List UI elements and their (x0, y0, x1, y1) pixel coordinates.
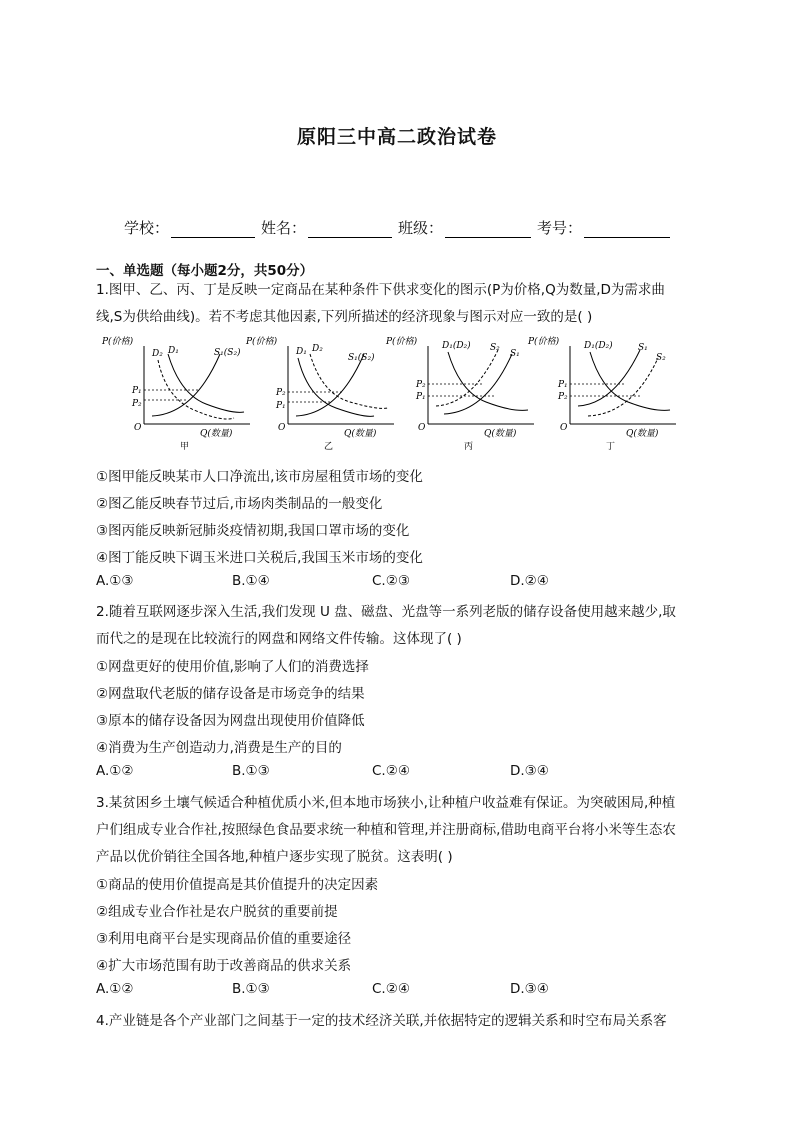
q2-statement-3: ③原本的储存设备因为网盘出现使用价值降低 (96, 713, 365, 729)
q2-option-c[interactable]: C.②④ (372, 763, 410, 779)
student-info-row (124, 217, 676, 238)
graph-jia-p-bottom: P₂ (132, 399, 142, 409)
q1-statement-3: ③图丙能反映新冠肺炎疫情初期,我国口罩市场的变化 (96, 523, 410, 539)
graph-ding-x-label: Q(数量) (626, 429, 659, 439)
graph-jia-y-label: P(价格) (102, 337, 134, 347)
graph-jia-d1-label: D₁ (168, 346, 179, 356)
graph-ding-s1-label: S₁ (638, 343, 648, 353)
graph-jia (101, 336, 250, 452)
name-label: 姓名： (261, 219, 307, 237)
number-label: 考号： (537, 219, 583, 237)
graph-ding-d-label: D₁(D₂) (584, 341, 613, 351)
graph-ding-y-label: P(价格) (528, 337, 560, 347)
graph-bing-origin: O (418, 423, 426, 433)
q2-option-d[interactable]: D.③④ (510, 763, 549, 779)
graph-bing-caption: 丙 (464, 442, 474, 452)
graph-bing-y-label: P(价格) (386, 337, 418, 347)
q4-stem-line1: 4.产业链是各个产业部门之间基于一定的技术经济关联,并依据特定的逻辑关系和时空布局关系客 (96, 1013, 667, 1029)
school-label: 学校： (124, 219, 170, 237)
q2-option-b[interactable]: B.①③ (232, 763, 270, 779)
q2-statement-1: ①网盘更好的使用价值,影响了人们的消费选择 (96, 659, 369, 675)
graph-jia-s-label: S₁(S₂) (214, 348, 241, 358)
q1-option-c[interactable]: C.②③ (372, 573, 410, 589)
q3-option-c[interactable]: C.②④ (372, 981, 410, 997)
graph-yi-s-curve (296, 354, 364, 416)
name-field[interactable] (308, 220, 392, 238)
graph-bing-x-label: Q(数量) (484, 429, 517, 439)
q1-option-b[interactable]: B.①④ (232, 573, 270, 589)
class-field[interactable] (445, 220, 531, 238)
graph-jia-d1-curve (168, 354, 244, 412)
q3-option-b[interactable]: B.①③ (232, 981, 270, 997)
q3-option-a[interactable]: A.①② (96, 981, 134, 997)
exam-title: 原阳三中高二政治试卷 (296, 126, 497, 148)
q2-option-a[interactable]: A.①② (96, 763, 134, 779)
q2-statement-4: ④消费为生产创造动力,消费是生产的目的 (96, 740, 342, 756)
graph-yi-p-bottom: P₁ (276, 401, 286, 411)
graph-jia-d2-curve (158, 360, 234, 419)
graph-yi-d2-label: D₂ (312, 344, 323, 354)
q2-stem-line2: 而代之的是现在比较流行的网盘和网络文件传输。这体现了( ) (96, 631, 462, 647)
school-field[interactable] (171, 220, 255, 238)
graph-jia-p-top: P₁ (132, 386, 142, 396)
graph-bing-s2-curve (436, 350, 498, 406)
graph-yi (245, 336, 394, 452)
q2-statement-2: ②网盘取代老版的储存设备是市场竞争的结果 (96, 686, 365, 702)
graph-jia-origin: O (134, 423, 142, 433)
graph-yi-caption: 乙 (324, 442, 334, 452)
graph-yi-s-label: S₁(S₂) (348, 353, 375, 363)
q3-statement-2: ②组成专业合作社是农户脱贫的重要前提 (96, 904, 338, 920)
q3-stem-line1: 3.某贫困乡土壤气候适合种植优质小米,但本地市场狭小,让种植户收益难有保证。为突破困局,种植 (96, 795, 676, 811)
q3-statement-4: ④扩大市场范围有助于改善商品的供求关系 (96, 958, 352, 974)
number-field[interactable] (584, 220, 670, 238)
q1-stem-line1: 1.图甲、乙、丙、丁是反映一定商品在某种条件下供求变化的图示(P为价格,Q为数量,D为需求曲 (96, 282, 665, 298)
graph-yi-d1-label: D₁ (296, 347, 307, 357)
graph-bing-s1-label: S₁ (510, 349, 520, 359)
graph-yi-y-label: P(价格) (246, 337, 278, 347)
graph-bing-p-bottom: P₁ (416, 392, 426, 402)
q2-stem-line1: 2.随着互联网逐步深入生活,我们发现 U 盘、磁盘、光盘等一系列老版的储存设备使用越来越少,取 (96, 604, 676, 620)
class-label: 班级： (398, 219, 444, 237)
q1-stem-line2: 线,S为供给曲线)。若不考虑其他因素,下列所描述的经济现象与图示对应一致的是( ) (96, 309, 593, 325)
q3-stem-line2: 户们组成专业合作社,按照绿色食品要求统一种植和管理,并注册商标,借助电商平台将小米等生态农 (96, 822, 676, 838)
graph-jia-x-label: Q(数量) (200, 429, 233, 439)
q1-option-a[interactable]: A.①③ (96, 573, 134, 589)
graph-ding (527, 336, 676, 452)
graph-ding-s2-curve (588, 358, 658, 416)
q3-statement-3: ③利用电商平台是实现商品价值的重要途径 (96, 931, 352, 947)
graph-bing-d-curve (448, 352, 528, 410)
graph-bing-s2-label: S₂ (490, 343, 500, 353)
graph-ding-p-top: P₁ (558, 380, 568, 390)
graph-yi-x-label: Q(数量) (344, 429, 377, 439)
q1-statement-4: ④图丁能反映下调玉米进口关税后,我国玉米市场的变化 (96, 550, 423, 566)
q1-option-d[interactable]: D.②④ (510, 573, 549, 589)
graph-yi-d1-curve (298, 358, 374, 416)
graph-jia-d2-label: D₂ (152, 349, 163, 359)
graph-bing (385, 336, 534, 452)
q3-statement-1: ①商品的使用价值提高是其价值提升的决定因素 (96, 877, 379, 893)
graph-yi-p-top: P₂ (276, 388, 286, 398)
graph-ding-caption: 丁 (606, 442, 616, 452)
graph-ding-s2-label: S₂ (656, 353, 666, 363)
graph-yi-origin: O (278, 423, 286, 433)
graph-jia-caption: 甲 (180, 442, 190, 452)
q3-option-d[interactable]: D.③④ (510, 981, 549, 997)
section-heading: 一、单选题（每小题2分，共50分） (96, 263, 314, 279)
q1-statement-2: ②图乙能反映春节过后,市场肉类制品的一般变化 (96, 496, 383, 512)
graph-jia-s-curve (152, 354, 220, 416)
graph-ding-p-bottom: P₂ (558, 392, 568, 402)
q1-statement-1: ①图甲能反映某市人口净流出,该市房屋租赁市场的变化 (96, 469, 423, 485)
q1-supply-demand-graphs (96, 332, 696, 458)
graph-ding-origin: O (560, 423, 568, 433)
graph-bing-p-top: P₂ (416, 380, 426, 390)
graph-bing-d-label: D₁(D₂) (442, 341, 471, 351)
q3-stem-line3: 产品以优价销往全国各地,种植户逐步实现了脱贫。这表明( ) (96, 849, 453, 865)
